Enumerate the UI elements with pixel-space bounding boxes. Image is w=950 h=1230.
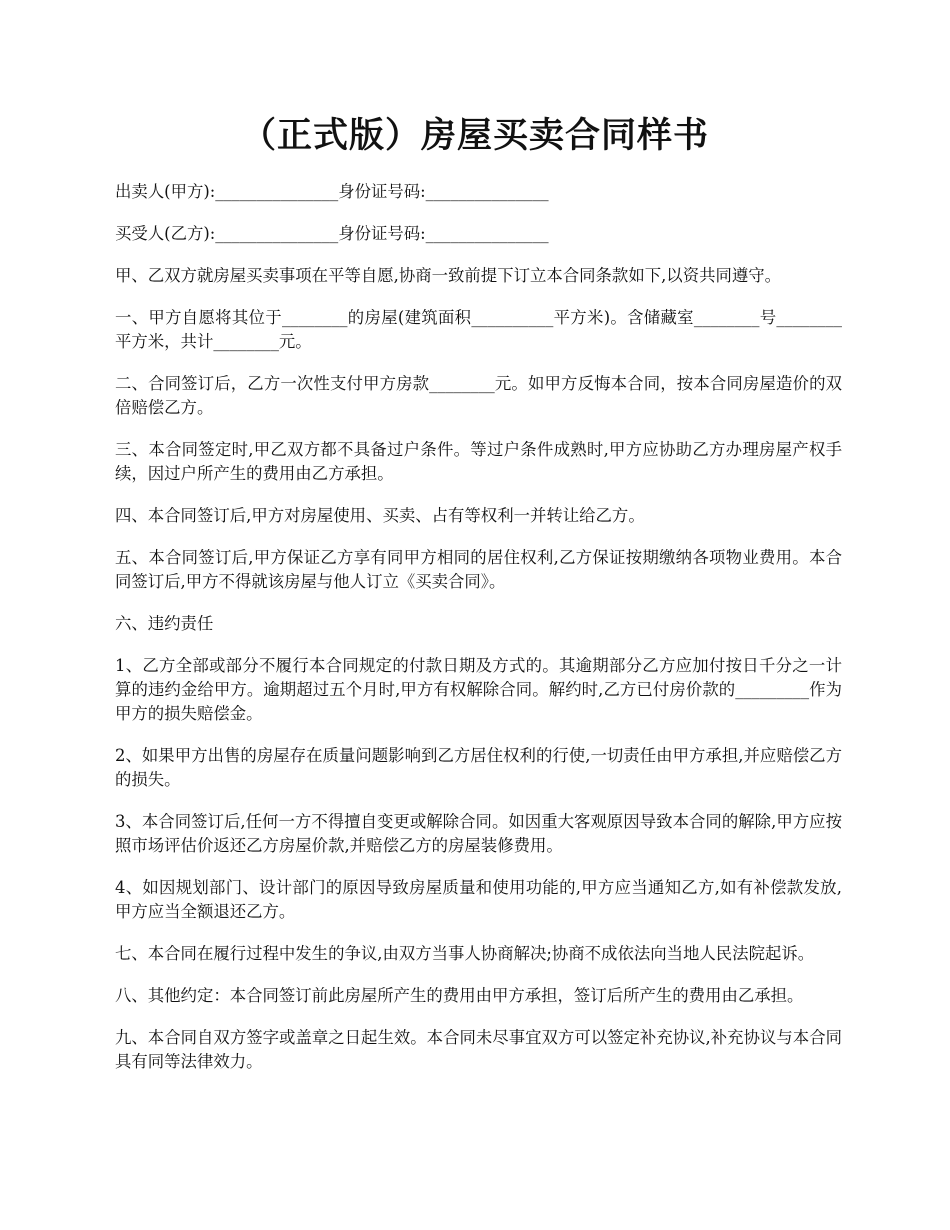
clause-6-item-2: 2、如果甲方出售的房屋存在质量问题影响到乙方居住权利的行使,一切责任由甲方承担,并应赔偿乙方的损失。 [115, 746, 842, 789]
clause-5: 五、本合同签订后,甲方保证乙方享有同甲方相同的居住权利,乙方保证按期缴纳各项物业费用。本合同签订后,甲方不得就该房屋与他人订立《买卖合同》。 [115, 548, 842, 591]
buyer-line: 买受人(乙方):_______________身份证号码:_______________ [115, 224, 549, 243]
clause-6-item-3: 3、本合同签订后,任何一方不得擅自变更或解除合同。如因重大客观原因导致本合同的解除,甲方应按照市场评估价返还乙方房屋价款,并赔偿乙方的房屋装修费用。 [115, 812, 842, 855]
clause-3: 三、本合同签定时,甲乙双方都不具备过户条件。等过户条件成熟时,甲方应协助乙方办理房屋产权手续，因过户所产生的费用由乙方承担。 [115, 440, 842, 483]
clause-4: 四、本合同签订后,甲方对房屋使用、买卖、占有等权利一并转让给乙方。 [115, 506, 645, 525]
clause-2: 二、合同签订后，乙方一次性支付甲方房款________元。如甲方反悔本合同，按本合同房屋造价的双倍赔偿乙方。 [115, 374, 842, 417]
clause-7: 七、本合同在履行过程中发生的争议,由双方当事人协商解决;协商不成依法向当地人民法院起诉。 [115, 944, 815, 963]
document-body [115, 180, 842, 1092]
document-title: （正式版）房屋买卖合同样书 [240, 115, 709, 156]
clause-9: 九、本合同自双方签字或盖章之日起生效。本合同未尽事宜双方可以签定补充协议,补充协议与本合同具有同等法律效力。 [115, 1028, 842, 1071]
clause-6-item-4: 4、如因规划部门、设计部门的原因导致房屋质量和使用功能的,甲方应当通知乙方,如有补偿款发放,甲方应当全额退还乙方。 [115, 878, 842, 921]
clause-6-item-1: 1、乙方全部或部分不履行本合同规定的付款日期及方式的。其逾期部分乙方应加付按日千分之一计算的违约金给甲方。逾期超过五个月时,甲方有权解除合同。解约时,乙方已付房价款的_________作为甲方的损失赔偿金。 [115, 656, 842, 723]
clause-8: 八、其他约定：本合同签订前此房屋所产生的费用由甲方承担，签订后所产生的费用由乙承担。 [115, 986, 804, 1005]
clause-1: 一、甲方自愿将其位于________的房屋(建筑面积__________平方米)。含储藏室________号________平方米，共计________元。 [115, 308, 842, 351]
seller-line: 出卖人(甲方):_______________身份证号码:_______________ [115, 182, 549, 201]
preamble-paragraph: 甲、乙双方就房屋买卖事项在平等自愿,协商一致前提下订立本合同条款如下,以资共同遵守。 [115, 266, 782, 285]
clause-6-heading: 六、违约责任 [115, 614, 214, 633]
